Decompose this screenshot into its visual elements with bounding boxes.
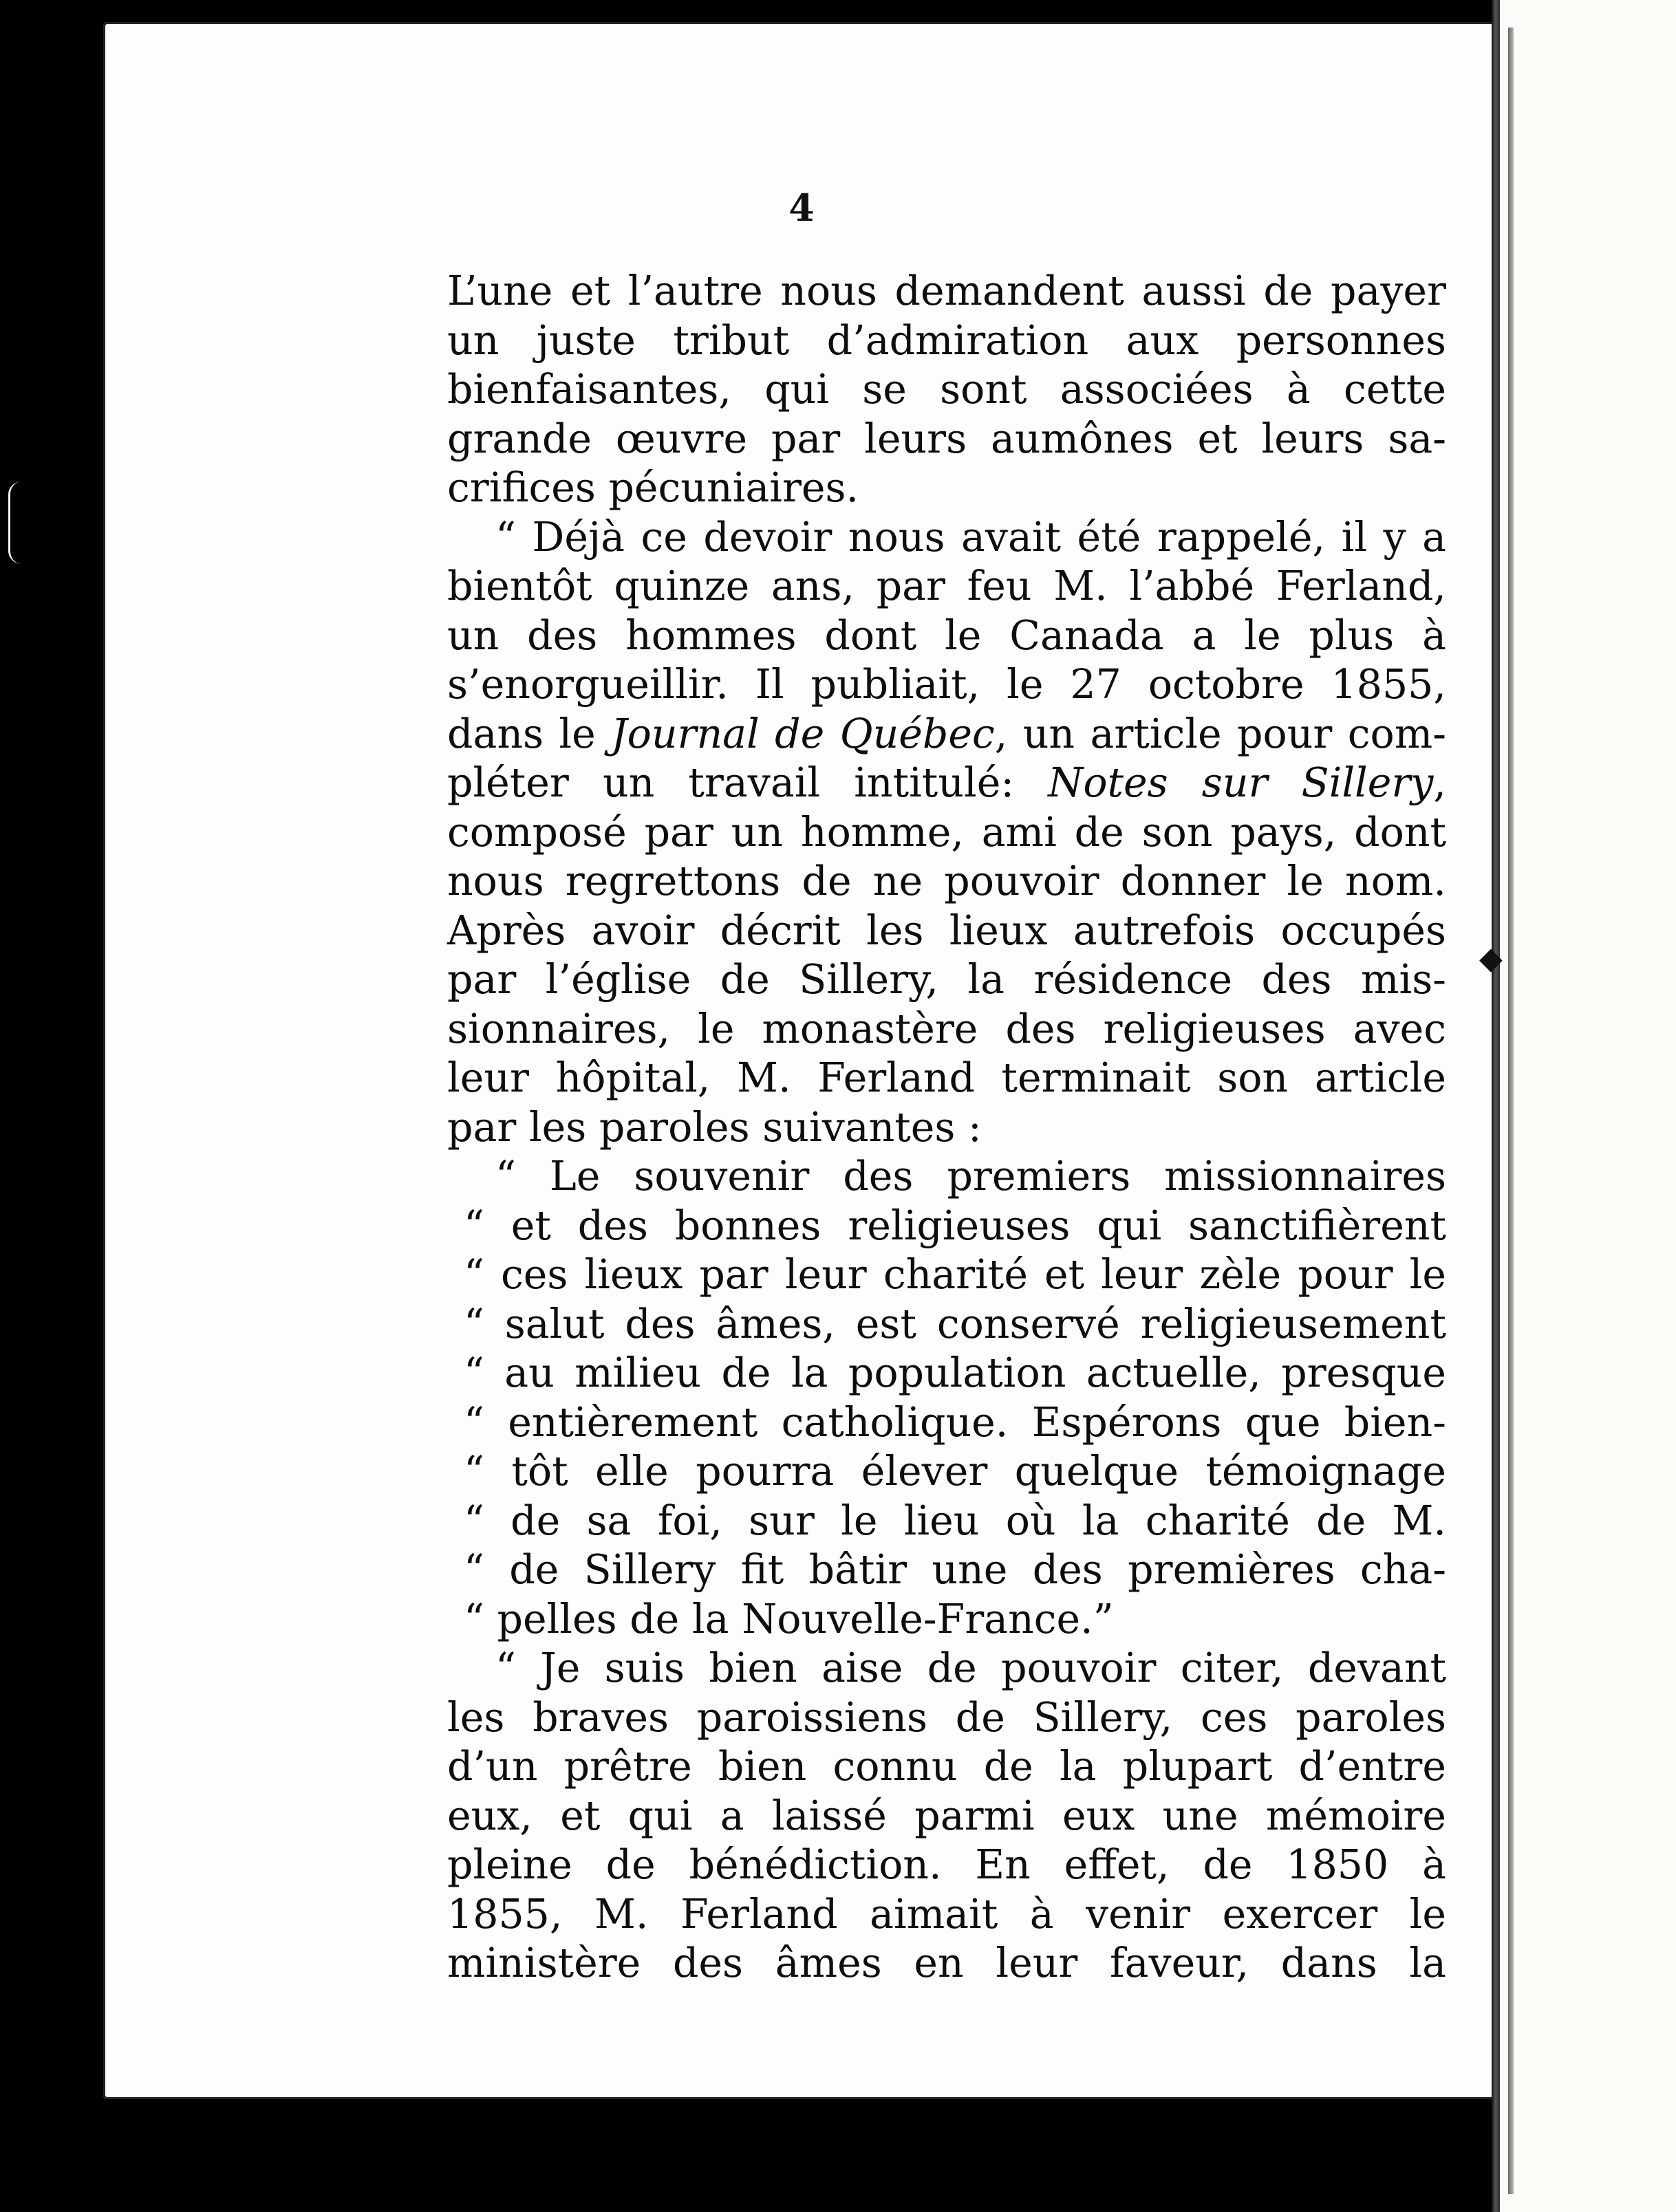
facing-page: [1500, 0, 1676, 2212]
text-line: “ Je suis bien aise de pouvoir citer, devant: [495, 1645, 1446, 1691]
text-line: nous regrettons de ne pouvoir donner le nom.: [447, 858, 1446, 904]
quote-line: “ salut des âmes, est conservé religieusement: [464, 1300, 1446, 1347]
quote-line: “ Le souvenir des premiers missionnaires: [495, 1153, 1446, 1200]
text-line: un juste tribut d’admiration aux personnes: [447, 316, 1446, 364]
text-line: bientôt quinze ans, par feu M. l’abbé Ferland,: [447, 563, 1446, 609]
text-line: bienfaisantes, qui se sont associées à cette: [447, 366, 1446, 413]
body-text: [447, 267, 1446, 1988]
text-line: leur hôpital, M. Ferland terminait son article: [447, 1054, 1446, 1101]
quote-line: “ de sa foi, sur le lieu où la charité de M.: [464, 1497, 1446, 1544]
italic-title-notes: Notes sur Sillery: [1048, 759, 1434, 806]
text-line: par l’église de Sillery, la résidence des mis-: [447, 956, 1446, 1003]
quote-line: “ et des bonnes religieuses qui sanctifièrent: [464, 1202, 1446, 1249]
italic-title-journal: Journal de Québec: [611, 710, 995, 757]
quote-line: “ pelles de la Nouvelle-France.”: [464, 1595, 1114, 1642]
text-line: 1855, M. Ferland aimait à venir exercer le: [447, 1890, 1446, 1938]
text-line: ministère des âmes en leur faveur, dans la: [447, 1940, 1446, 1986]
text-line: pleine de bénédiction. En effet, de 1850 à: [447, 1841, 1446, 1888]
quote-line: “ ces lieux par leur charité et leur zèle pour le: [464, 1251, 1446, 1298]
text-line: “ Déjà ce devoir nous avait été rappelé, il y a: [495, 513, 1446, 561]
text-line: crifices pécuniaires.: [447, 464, 859, 511]
text-line: d’un prêtre bien connu de la plupart d’entre: [447, 1743, 1446, 1790]
text-line-notes: pléter un travail intitulé: Notes sur Sillery,: [447, 759, 1446, 806]
text-line: par les paroles suivantes :: [447, 1103, 982, 1151]
quote-line: “ tôt elle pourra élever quelque témoignage: [464, 1448, 1446, 1495]
document-page: [103, 22, 1500, 2099]
scan-edge-mark: [8, 481, 21, 564]
quote-line: “ de Sillery fit bâtir une des premières cha-: [464, 1546, 1446, 1593]
margin-mark-icon: ◆: [1479, 941, 1503, 976]
facing-page-edge: [1508, 28, 1514, 2194]
text-line: grande œuvre par leurs aumônes et leurs sa-: [447, 415, 1446, 462]
text-line: s’enorgueillir. Il publiait, le 27 octobre 1855,: [447, 661, 1446, 708]
text-line: L’une et l’autre nous demandent aussi de payer: [447, 268, 1446, 314]
text-line: composé par un homme, ami de son pays, dont: [447, 808, 1446, 856]
text-line: les braves paroissiens de Sillery, ces paroles: [447, 1693, 1446, 1741]
quote-line: “ au milieu de la population actuelle, presque: [464, 1349, 1446, 1396]
text-line: un des hommes dont le Canada a le plus à: [447, 611, 1446, 659]
text-line: Après avoir décrit les lieux autrefois occupés: [447, 907, 1446, 954]
text-line: sionnaires, le monastère des religieuses avec: [447, 1005, 1446, 1052]
page-number: 4: [788, 186, 815, 230]
text-line: eux, et qui a laissé parmi eux une mémoire: [447, 1792, 1446, 1839]
quote-line: “ entièrement catholique. Espérons que bien-: [464, 1398, 1446, 1446]
text-line-journal: dans le Journal de Québec, un article pour com-: [447, 710, 1446, 757]
